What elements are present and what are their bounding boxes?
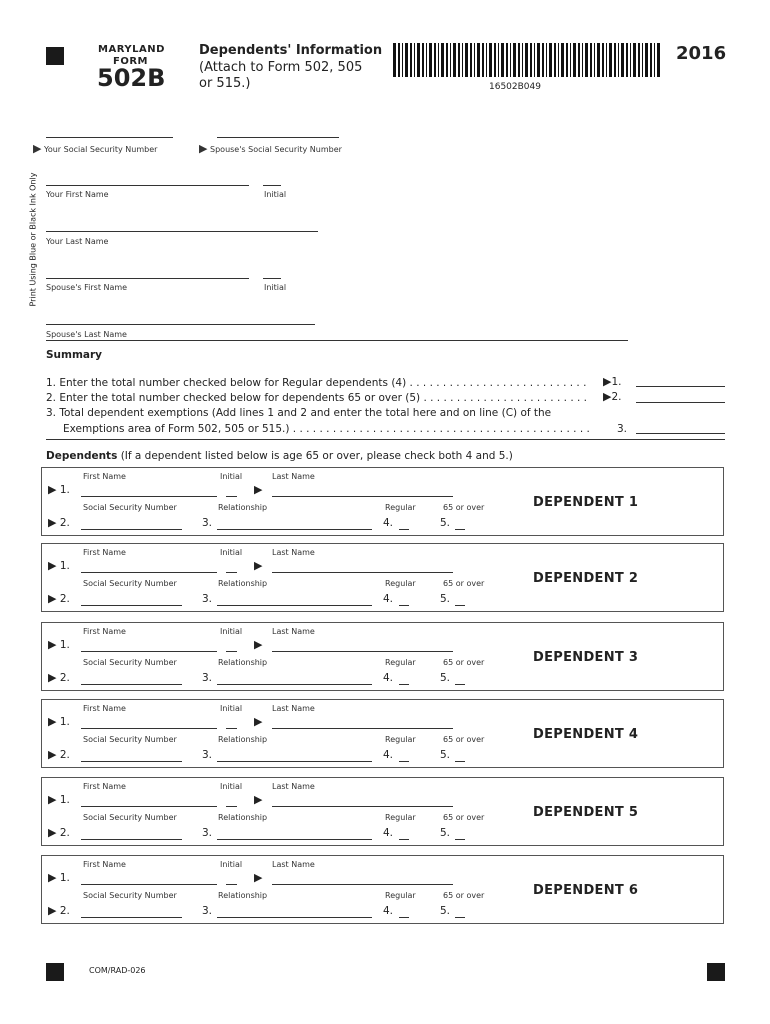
dependent-ssn-label: Social Security Number bbox=[83, 579, 177, 588]
dependent-line-2 bbox=[48, 905, 70, 917]
dependent-relationship-label: Relationship bbox=[218, 503, 268, 512]
barcode-bar bbox=[537, 43, 540, 77]
dependent-last-name-label: Last Name bbox=[272, 704, 315, 713]
dependent-65-label: 65 or over bbox=[443, 735, 485, 744]
dependent-line-1 bbox=[48, 716, 70, 728]
barcode-bar bbox=[621, 43, 624, 77]
barcode-bar bbox=[462, 43, 463, 77]
dependent-relationship-label: Relationship bbox=[218, 813, 268, 822]
dependent-box bbox=[41, 855, 724, 924]
dependent-last-name-field[interactable] bbox=[272, 884, 453, 885]
barcode-bar bbox=[410, 43, 412, 77]
barcode-bar bbox=[438, 43, 439, 77]
dependent-line-1-number: 1. bbox=[59, 794, 70, 806]
dependent-line-5-number: 5. bbox=[440, 827, 451, 839]
dependent-first-name-label: First Name bbox=[83, 627, 126, 636]
arrow-right-icon: ▶ bbox=[603, 375, 612, 388]
barcode-bar bbox=[405, 43, 408, 77]
dependent-box bbox=[41, 777, 724, 846]
arrow-right-icon: ▶ bbox=[48, 826, 57, 839]
spouse-last-name-label: Spouse's Last Name bbox=[46, 330, 127, 339]
arrow-right-icon: ▶ bbox=[48, 483, 57, 496]
dependent-initial-label: Initial bbox=[220, 472, 243, 481]
dependent-initial-field[interactable] bbox=[226, 884, 237, 885]
dependent-number-label: DEPENDENT 1 bbox=[533, 495, 639, 510]
dependent-initial-label: Initial bbox=[220, 860, 243, 869]
barcode-bar bbox=[477, 43, 480, 77]
dependent-65-label: 65 or over bbox=[443, 579, 485, 588]
dependent-line-1-number: 1. bbox=[59, 560, 70, 572]
dependent-line-1-number: 1. bbox=[59, 716, 70, 728]
dependent-65-label: 65 or over bbox=[443, 813, 485, 822]
barcode-bar bbox=[474, 43, 475, 77]
dependent-line-4-number: 4. bbox=[383, 827, 394, 839]
barcode-bar bbox=[510, 43, 511, 77]
over65-dependents-total-field[interactable] bbox=[636, 402, 725, 403]
barcode-bar bbox=[486, 43, 487, 77]
barcode-bar bbox=[458, 43, 460, 77]
barcode-bar bbox=[582, 43, 583, 77]
ssn-label-wrap bbox=[33, 143, 157, 154]
dependent-ssn-label: Social Security Number bbox=[83, 813, 177, 822]
summary-line-3-number: 3. bbox=[617, 423, 628, 435]
summary-heading: Summary bbox=[46, 349, 103, 361]
dependent-ssn-field[interactable] bbox=[81, 605, 182, 606]
dependent-regular-label: Regular bbox=[385, 503, 416, 512]
dependent-initial-label: Initial bbox=[220, 704, 243, 713]
arrow-right-icon: ▶ bbox=[48, 559, 57, 572]
state-name: MARYLAND bbox=[98, 44, 165, 55]
dependent-ssn-field[interactable] bbox=[81, 684, 182, 685]
dependent-line-2-number: 2. bbox=[59, 672, 70, 684]
spouse-last-name-field[interactable] bbox=[46, 324, 315, 325]
dependent-65-checkbox[interactable] bbox=[455, 605, 465, 606]
dependent-relationship-field[interactable] bbox=[217, 684, 372, 685]
dependent-last-name-label: Last Name bbox=[272, 860, 315, 869]
dependent-line-3-number: 3. bbox=[202, 905, 213, 917]
barcode-bar bbox=[534, 43, 535, 77]
barcode-bar bbox=[494, 43, 496, 77]
barcode-bar bbox=[498, 43, 499, 77]
barcode-bar bbox=[465, 43, 468, 77]
dependent-last-name-field[interactable] bbox=[272, 651, 453, 652]
dependent-regular-label: Regular bbox=[385, 813, 416, 822]
dependent-line-2-number: 2. bbox=[59, 593, 70, 605]
dependent-last-name-field[interactable] bbox=[272, 806, 453, 807]
dependent-last-name-field[interactable] bbox=[272, 728, 453, 729]
summary-line-1: 1. Enter the total number checked below for Regular dependents (4) . . . . . . . . . . . . . . . . . . . . . . . . . . . bbox=[46, 377, 587, 389]
dependent-line-2 bbox=[48, 827, 70, 839]
registration-mark-bottom-left bbox=[46, 963, 64, 981]
registration-mark-top-left bbox=[46, 47, 64, 65]
dependent-line-1-number: 1. bbox=[59, 484, 70, 496]
dependent-line-1 bbox=[48, 639, 70, 651]
dependent-65-checkbox[interactable] bbox=[455, 839, 465, 840]
barcode-bar bbox=[578, 43, 580, 77]
barcode-bar bbox=[606, 43, 607, 77]
dependent-line-2-number: 2. bbox=[59, 827, 70, 839]
barcode-bar bbox=[398, 43, 400, 77]
dependent-number-label: DEPENDENT 4 bbox=[533, 727, 639, 742]
dependent-last-name-label: Last Name bbox=[272, 548, 315, 557]
dependent-number-label: DEPENDENT 5 bbox=[533, 805, 639, 820]
dependent-line-5-number: 5. bbox=[440, 905, 451, 917]
dependent-first-name-label: First Name bbox=[83, 472, 126, 481]
dependent-last-name-label: Last Name bbox=[272, 782, 315, 791]
dependent-line-4-number: 4. bbox=[383, 517, 394, 529]
barcode-bar bbox=[549, 43, 552, 77]
dependent-first-name-label: First Name bbox=[83, 782, 126, 791]
arrow-right-icon: ▶ bbox=[254, 715, 263, 728]
barcode-bar bbox=[597, 43, 600, 77]
dependent-ssn-field[interactable] bbox=[81, 761, 182, 762]
dependent-initial-label: Initial bbox=[220, 627, 243, 636]
dependents-heading-bold: Dependents bbox=[46, 450, 118, 462]
dependent-line-1 bbox=[48, 794, 70, 806]
form-title-attach-2: or 515.) bbox=[199, 76, 251, 91]
regular-dependents-total-field[interactable] bbox=[636, 386, 725, 387]
dependent-last-name-label: Last Name bbox=[272, 472, 315, 481]
barcode-bar bbox=[402, 43, 403, 77]
dependent-line-3-number: 3. bbox=[202, 672, 213, 684]
summary-line-1-ref bbox=[603, 376, 622, 388]
dependent-line-1-number: 1. bbox=[59, 639, 70, 651]
dependent-box bbox=[41, 543, 724, 612]
dependent-line-4-number: 4. bbox=[383, 749, 394, 761]
dependent-ssn-field[interactable] bbox=[81, 917, 182, 918]
dependent-line-5-number: 5. bbox=[440, 517, 451, 529]
dependent-relationship-label: Relationship bbox=[218, 658, 268, 667]
barcode-bar bbox=[590, 43, 592, 77]
barcode-bar bbox=[573, 43, 576, 77]
ssn-field[interactable] bbox=[46, 137, 173, 138]
spouse-first-name-label: Spouse's First Name bbox=[46, 283, 128, 292]
dependent-box bbox=[41, 467, 724, 536]
dependent-first-name-field[interactable] bbox=[81, 806, 217, 807]
barcode-bar bbox=[542, 43, 544, 77]
arrow-right-icon: ▶ bbox=[48, 516, 57, 529]
dependent-line-2-number: 2. bbox=[59, 517, 70, 529]
dependent-regular-checkbox[interactable] bbox=[399, 839, 409, 840]
dependent-regular-checkbox[interactable] bbox=[399, 917, 409, 918]
dependent-line-4-number: 4. bbox=[383, 905, 394, 917]
summary-line-1-number: 1. bbox=[611, 376, 622, 388]
dependent-initial-field[interactable] bbox=[226, 651, 237, 652]
registration-mark-bottom-right bbox=[707, 963, 725, 981]
dependent-regular-checkbox[interactable] bbox=[399, 684, 409, 685]
spouse-ssn-field[interactable] bbox=[217, 137, 339, 138]
barcode-bar bbox=[446, 43, 448, 77]
barcode-bar bbox=[506, 43, 508, 77]
dependent-line-1 bbox=[48, 560, 70, 572]
dependent-number-label: DEPENDENT 6 bbox=[533, 883, 639, 898]
barcode-bar bbox=[489, 43, 492, 77]
barcode-bar bbox=[594, 43, 595, 77]
barcode-bar bbox=[522, 43, 523, 77]
last-name-field[interactable] bbox=[46, 231, 318, 232]
spouse-ssn-label: Spouse's Social Security Number bbox=[210, 145, 342, 154]
dependent-65-label: 65 or over bbox=[443, 658, 485, 667]
dependent-initial-label: Initial bbox=[220, 548, 243, 557]
arrow-right-icon: ▶ bbox=[48, 904, 57, 917]
dependent-line-2 bbox=[48, 672, 70, 684]
barcode-bar bbox=[602, 43, 604, 77]
barcode-bar bbox=[530, 43, 532, 77]
dependent-line-3-number: 3. bbox=[202, 517, 213, 529]
dependent-number-label: DEPENDENT 2 bbox=[533, 571, 639, 586]
arrow-right-icon: ▶ bbox=[33, 142, 42, 155]
dependent-line-3-number: 3. bbox=[202, 749, 213, 761]
barcode-text: 16502B049 bbox=[489, 82, 541, 92]
initial-label: Initial bbox=[264, 190, 287, 199]
dependent-ssn-field[interactable] bbox=[81, 839, 182, 840]
barcode-bar bbox=[633, 43, 636, 77]
dependent-regular-label: Regular bbox=[385, 891, 416, 900]
dependent-first-name-field[interactable] bbox=[81, 728, 217, 729]
dependent-regular-label: Regular bbox=[385, 579, 416, 588]
arrow-right-icon: ▶ bbox=[254, 871, 263, 884]
barcode-bar bbox=[554, 43, 556, 77]
barcode-bar bbox=[566, 43, 568, 77]
dependent-line-1 bbox=[48, 484, 70, 496]
ssn-label: Your Social Security Number bbox=[44, 145, 158, 154]
dependent-ssn-label: Social Security Number bbox=[83, 735, 177, 744]
dependent-relationship-label: Relationship bbox=[218, 735, 268, 744]
ink-instruction: Print Using Blue or Black Ink Only bbox=[28, 172, 38, 307]
dependent-last-name-label: Last Name bbox=[272, 627, 315, 636]
dependent-first-name-field[interactable] bbox=[81, 572, 217, 573]
dependent-box bbox=[41, 622, 724, 691]
barcode-bar bbox=[585, 43, 588, 77]
last-name-label: Your Last Name bbox=[46, 237, 109, 246]
dependent-65-checkbox[interactable] bbox=[455, 761, 465, 762]
arrow-right-icon: ▶ bbox=[48, 715, 57, 728]
dependent-first-name-field[interactable] bbox=[81, 884, 217, 885]
dependent-ssn-field[interactable] bbox=[81, 529, 182, 530]
initial-field[interactable] bbox=[263, 185, 281, 186]
spouse-initial-field[interactable] bbox=[263, 278, 281, 279]
barcode-bar bbox=[558, 43, 559, 77]
dependent-relationship-field[interactable] bbox=[217, 605, 372, 606]
dependent-regular-checkbox[interactable] bbox=[399, 605, 409, 606]
dependents-heading bbox=[46, 450, 513, 462]
barcode-bar bbox=[645, 43, 648, 77]
dependent-relationship-field[interactable] bbox=[217, 761, 372, 762]
summary-line-3-cont: Exemptions area of Form 502, 505 or 515.) . . . . . . . . . . . . . . . . . . . . . . . . . . . . . . . . . . . . . . . . . . . . . bbox=[63, 423, 590, 435]
form-title: Dependents' Information bbox=[199, 43, 383, 58]
dependent-initial-field[interactable] bbox=[226, 806, 237, 807]
barcode-bar bbox=[546, 43, 547, 77]
arrow-right-icon: ▶ bbox=[254, 483, 263, 496]
dependent-ssn-label: Social Security Number bbox=[83, 503, 177, 512]
barcode-bar bbox=[513, 43, 516, 77]
dependent-65-checkbox[interactable] bbox=[455, 684, 465, 685]
barcode-bar bbox=[470, 43, 472, 77]
dependent-first-name-label: First Name bbox=[83, 704, 126, 713]
arrow-right-icon: ▶ bbox=[199, 142, 208, 155]
dependent-65-checkbox[interactable] bbox=[455, 917, 465, 918]
dependent-line-5-number: 5. bbox=[440, 593, 451, 605]
total-exemptions-field[interactable] bbox=[636, 433, 725, 434]
barcode-bar bbox=[429, 43, 432, 77]
arrow-right-icon: ▶ bbox=[603, 390, 612, 403]
arrow-right-icon: ▶ bbox=[48, 671, 57, 684]
barcode-bar bbox=[657, 43, 660, 77]
dependent-line-2 bbox=[48, 749, 70, 761]
barcode-bar bbox=[482, 43, 484, 77]
tax-year: 2016 bbox=[676, 43, 727, 64]
dependent-box bbox=[41, 699, 724, 768]
dependent-line-4-number: 4. bbox=[383, 593, 394, 605]
dependent-line-2-number: 2. bbox=[59, 749, 70, 761]
spouse-first-name-field[interactable] bbox=[46, 278, 249, 279]
barcode-bar bbox=[417, 43, 420, 77]
summary-line-3: 3. Total dependent exemptions (Add lines 1 and 2 and enter the total here and on line (C) of the bbox=[46, 407, 552, 419]
arrow-right-icon: ▶ bbox=[48, 638, 57, 651]
dependent-line-4-number: 4. bbox=[383, 672, 394, 684]
summary-line-2-number: 2. bbox=[611, 391, 622, 403]
dependent-last-name-field[interactable] bbox=[272, 572, 453, 573]
first-name-field[interactable] bbox=[46, 185, 249, 186]
dependent-line-5-number: 5. bbox=[440, 749, 451, 761]
barcode-bar bbox=[426, 43, 427, 77]
arrow-right-icon: ▶ bbox=[48, 793, 57, 806]
dependent-initial-field[interactable] bbox=[226, 572, 237, 573]
barcode-bar bbox=[626, 43, 628, 77]
arrow-right-icon: ▶ bbox=[48, 592, 57, 605]
dependent-line-1-number: 1. bbox=[59, 872, 70, 884]
arrow-right-icon: ▶ bbox=[254, 793, 263, 806]
barcode-bar bbox=[654, 43, 655, 77]
section-divider bbox=[46, 340, 628, 341]
dependent-line-2 bbox=[48, 517, 70, 529]
spouse-ssn-label-wrap bbox=[199, 143, 342, 154]
dependent-ssn-label: Social Security Number bbox=[83, 891, 177, 900]
dependent-relationship-field[interactable] bbox=[217, 839, 372, 840]
barcode-bar bbox=[518, 43, 520, 77]
dependent-ssn-label: Social Security Number bbox=[83, 658, 177, 667]
barcode-bar bbox=[453, 43, 456, 77]
barcode-bar bbox=[630, 43, 631, 77]
dependent-regular-checkbox[interactable] bbox=[399, 761, 409, 762]
dependent-initial-field[interactable] bbox=[226, 728, 237, 729]
dependent-regular-label: Regular bbox=[385, 658, 416, 667]
barcode bbox=[393, 43, 660, 77]
barcode-bar bbox=[441, 43, 444, 77]
dependent-65-label: 65 or over bbox=[443, 503, 485, 512]
form-code: COM/RAD-026 bbox=[89, 966, 146, 975]
barcode-bar bbox=[642, 43, 643, 77]
dependent-relationship-label: Relationship bbox=[218, 579, 268, 588]
summary-line-2-ref bbox=[603, 391, 622, 403]
dependent-line-3-number: 3. bbox=[202, 827, 213, 839]
spouse-initial-label: Initial bbox=[264, 283, 287, 292]
dependent-line-5-number: 5. bbox=[440, 672, 451, 684]
barcode-bar bbox=[501, 43, 504, 77]
barcode-bar bbox=[422, 43, 424, 77]
summary-line-2: 2. Enter the total number checked below for dependents 65 or over (5) . . . . . . . . . . . . . . . . . . . . . . . . . bbox=[46, 392, 588, 404]
barcode-bar bbox=[570, 43, 571, 77]
barcode-bar bbox=[614, 43, 616, 77]
arrow-right-icon: ▶ bbox=[48, 871, 57, 884]
dependent-number-label: DEPENDENT 3 bbox=[533, 650, 639, 665]
dependent-relationship-field[interactable] bbox=[217, 529, 372, 530]
dependent-line-1 bbox=[48, 872, 70, 884]
barcode-bar bbox=[450, 43, 451, 77]
barcode-bar bbox=[609, 43, 612, 77]
dependent-first-name-label: First Name bbox=[83, 860, 126, 869]
dependent-relationship-field[interactable] bbox=[217, 917, 372, 918]
dependent-initial-label: Initial bbox=[220, 782, 243, 791]
dependent-line-3-number: 3. bbox=[202, 593, 213, 605]
dependent-relationship-label: Relationship bbox=[218, 891, 268, 900]
form-number: 502B bbox=[97, 64, 166, 92]
dependent-line-2 bbox=[48, 593, 70, 605]
barcode-bar bbox=[650, 43, 652, 77]
dependent-last-name-field[interactable] bbox=[272, 496, 453, 497]
dependent-initial-field[interactable] bbox=[226, 496, 237, 497]
first-name-label: Your First Name bbox=[46, 190, 109, 199]
arrow-right-icon: ▶ bbox=[48, 748, 57, 761]
barcode-bar bbox=[618, 43, 619, 77]
dependent-65-label: 65 or over bbox=[443, 891, 485, 900]
dependent-line-2-number: 2. bbox=[59, 905, 70, 917]
arrow-right-icon: ▶ bbox=[254, 638, 263, 651]
barcode-bar bbox=[393, 43, 396, 77]
form-title-attach: (Attach to Form 502, 505 bbox=[199, 60, 363, 75]
barcode-bar bbox=[638, 43, 640, 77]
dependent-first-name-field[interactable] bbox=[81, 496, 217, 497]
dependent-regular-label: Regular bbox=[385, 735, 416, 744]
barcode-bar bbox=[525, 43, 528, 77]
dependent-regular-checkbox[interactable] bbox=[399, 529, 409, 530]
form-word: FORM bbox=[113, 56, 148, 67]
barcode-bar bbox=[434, 43, 436, 77]
barcode-bar bbox=[561, 43, 564, 77]
barcode-bar bbox=[414, 43, 415, 77]
arrow-right-icon: ▶ bbox=[254, 559, 263, 572]
dependents-heading-note: (If a dependent listed below is age 65 or over, please check both 4 and 5.) bbox=[120, 450, 513, 462]
dependent-first-name-label: First Name bbox=[83, 548, 126, 557]
dependent-first-name-field[interactable] bbox=[81, 651, 217, 652]
summary-divider bbox=[46, 439, 725, 440]
dependent-65-checkbox[interactable] bbox=[455, 529, 465, 530]
